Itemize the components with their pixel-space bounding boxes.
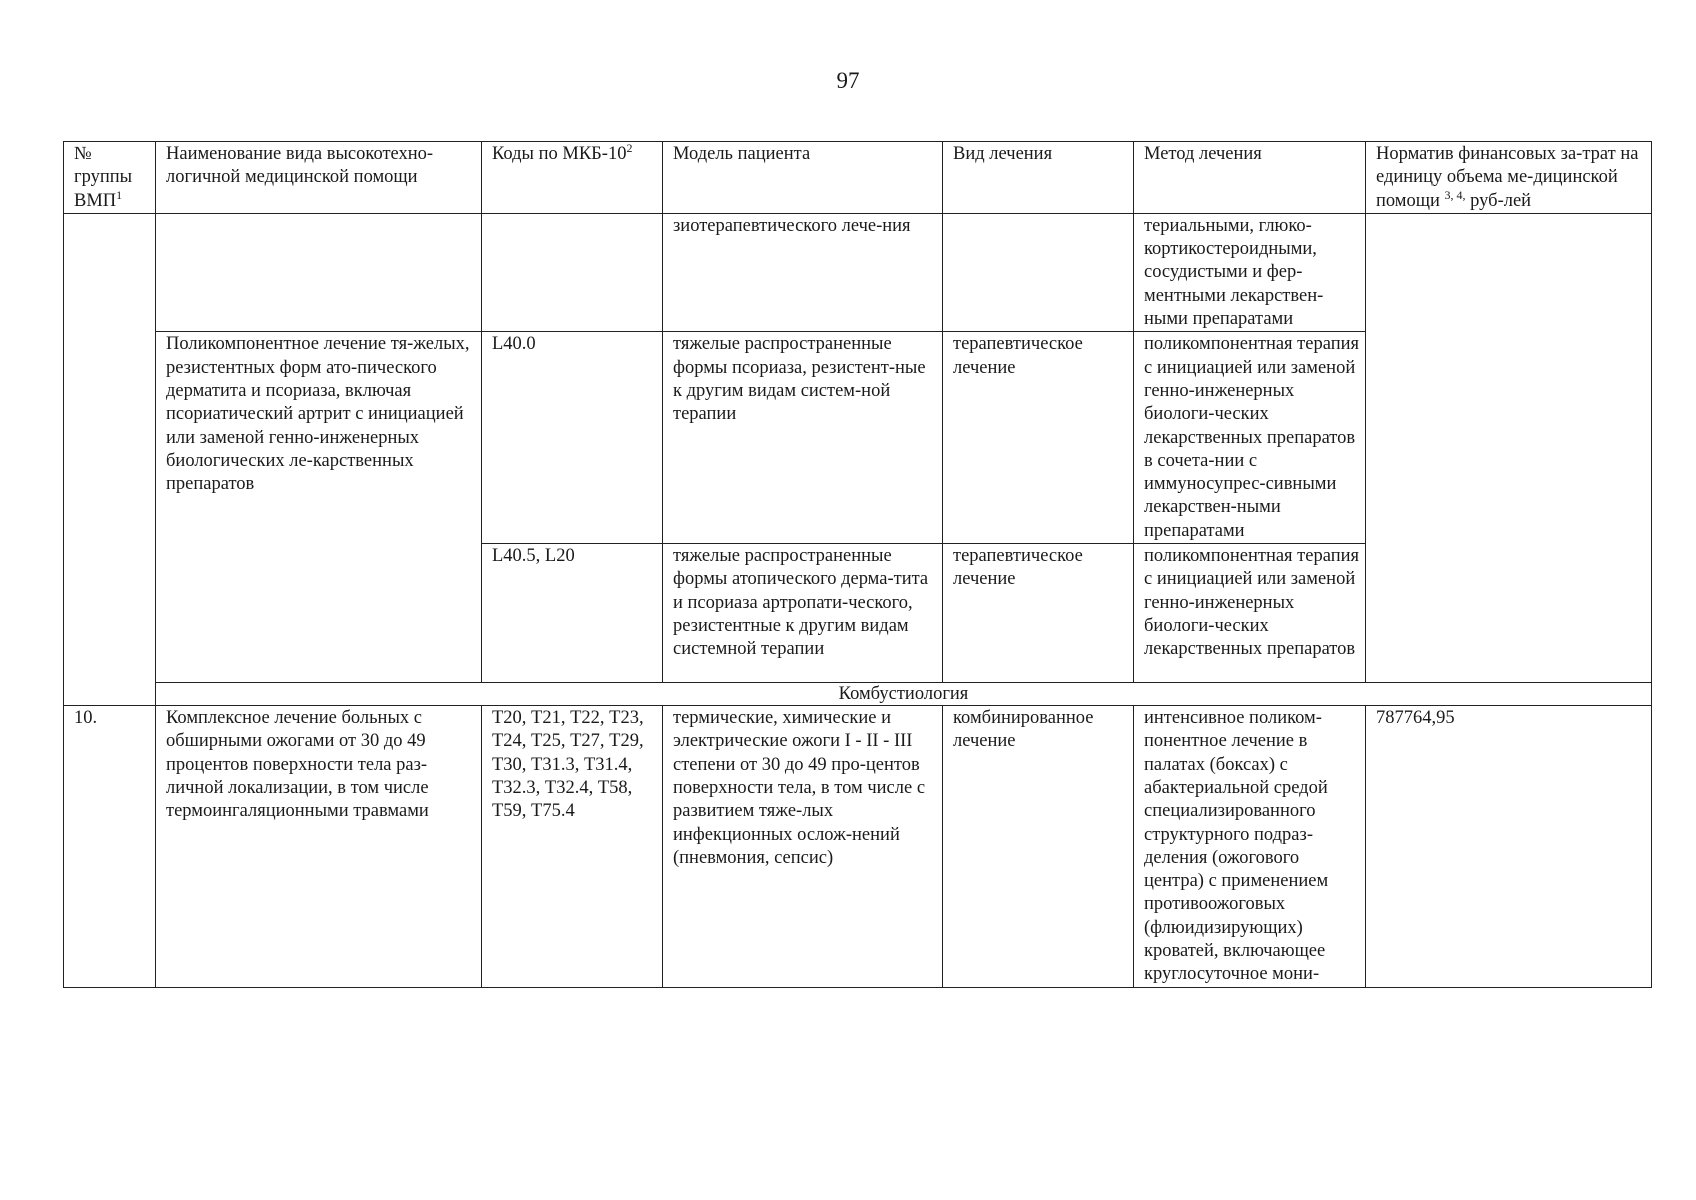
header-treatment-type: Вид лечения	[943, 142, 1134, 214]
table-row	[64, 213, 1652, 331]
header-treatment-method: Метод лечения	[1134, 142, 1366, 214]
name-cell	[156, 213, 482, 331]
section-title: Комбустиология	[156, 683, 1652, 706]
header-icd: Коды по МКБ-$10^2$	[482, 142, 663, 214]
treatment-method-cell: поликомпонентная терапия с инициацией или заменой генно-инженерных биологи-ческих лекарственных препаратов в сочета-нии с иммуносупрес-сивными лекарствен-ными препаратами	[1134, 332, 1366, 544]
treatment-type-cell: терапевтическое лечение	[943, 544, 1134, 683]
treatment-method-cell: поликомпонентная терапия с инициацией или заменой генно-инженерных биологи-ческих лекарственных препаратов	[1134, 544, 1366, 683]
icd-cell: L40.0	[482, 332, 663, 544]
header-group-no: № группы ВМП$^1$	[64, 142, 156, 214]
norm-cell: 787764,95	[1366, 706, 1652, 988]
table-row	[64, 706, 1652, 988]
header-patient-model: Модель пациента	[663, 142, 943, 214]
treatment-method-cell: интенсивное поликом-понентное лечение в палатах (боксах) с абактериальной средой специализированного структурного подраз-деления (ожогового центра) с применением противоожоговых (флюидизирующих) кроватей, включающее круглосуточное мони-	[1134, 706, 1366, 988]
norm-cell	[1366, 213, 1652, 682]
group-no-cell: 10.	[64, 706, 156, 988]
treatment-method-cell: териальными, глюко-кортикостероидными, сосудистыми и фер-ментными лекарствен-ными препаратами	[1134, 213, 1366, 331]
page-number: 97	[836, 68, 860, 93]
treatment-type-cell: терапевтическое лечение	[943, 332, 1134, 544]
group-no-cell	[64, 213, 156, 705]
icd-cell: L40.5, L20	[482, 544, 663, 683]
patient-model-cell: термические, химические и электрические ожоги I - II - III степени от 30 до 49 про-центов поверхности тела, в том числе с развитием тяже-лых инфекционных ослож-нений (пневмония, сепсис)	[663, 706, 943, 988]
patient-model-cell: зиотерапевтического лече-ния	[663, 213, 943, 331]
treatment-type-cell	[943, 213, 1134, 331]
header-row	[64, 142, 1652, 214]
vmp-table	[63, 141, 1652, 988]
patient-model-cell: тяжелые распространенные формы атопического дерма-тита и псориаза артропати-ческого, резистентные к другим видам системной терапии	[663, 544, 943, 683]
header-norm: Норматив финансовых за-трат на единицу объема ме-дицинской помощи $^{3, 4,}$ руб-лей	[1366, 142, 1652, 214]
icd-cell	[482, 213, 663, 331]
patient-model-cell: тяжелые распространенные формы псориаза, резистент-ные к другим видам систем-ной терапии	[663, 332, 943, 544]
header-name: Наименование вида высокотехно-логичной медицинской помощи	[156, 142, 482, 214]
section-row	[64, 683, 1652, 706]
treatment-type-cell: комбинированное лечение	[943, 706, 1134, 988]
icd-cell: Т20, Т21, Т22, Т23, Т24, Т25, Т27, Т29, Т30, Т31.3, Т31.4, Т32.3, Т32.4, Т58, Т59, Т75.4	[482, 706, 663, 988]
name-cell: Комплексное лечение больных с обширными ожогами от 30 до 49 процентов поверхности тела раз-личной локализации, в том числе термоингаляционными травмами	[156, 706, 482, 988]
name-cell: Поликомпонентное лечение тя-желых, резистентных форм ато-пического дерматита и псориаза, включая псориатический артрит с инициацией или заменой генно-инженерных биологических ле-карственных препаратов	[156, 332, 482, 683]
